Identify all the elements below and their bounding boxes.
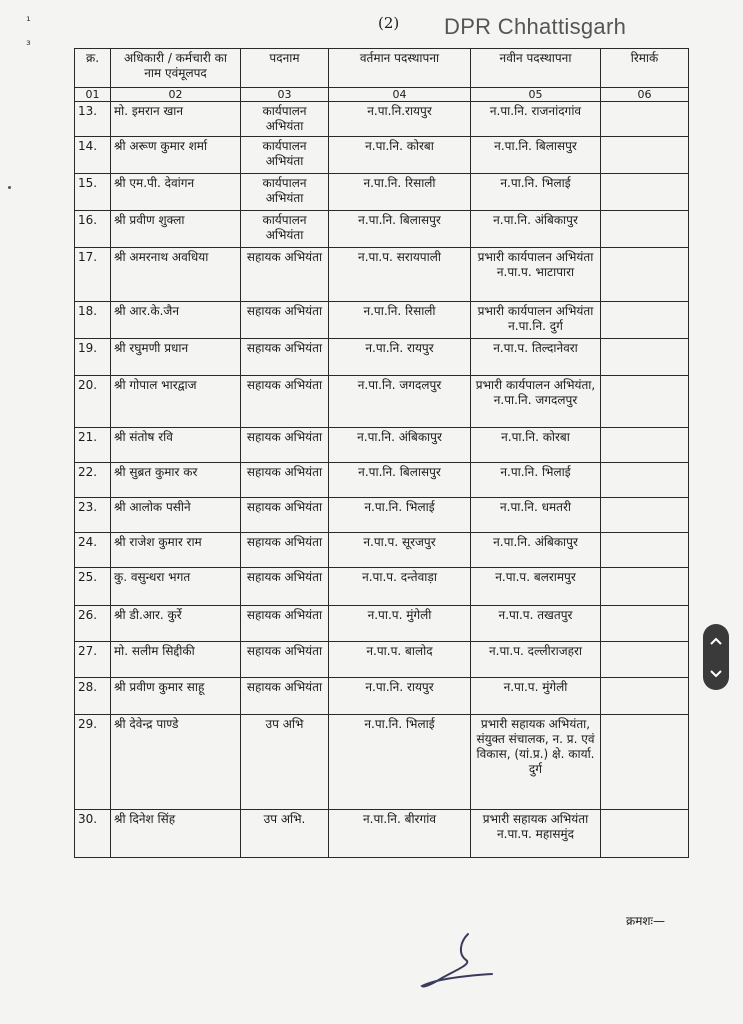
table-row — [75, 533, 689, 568]
remark — [601, 498, 689, 533]
table-row — [75, 102, 689, 137]
column-number: 05 — [471, 88, 601, 102]
new-posting: न.पा.प. मुंगेली — [471, 678, 601, 715]
header-row — [75, 49, 689, 88]
table-row — [75, 137, 689, 174]
current-posting: न.पा.नि. भिलाई — [329, 498, 471, 533]
chevron-down-icon[interactable] — [709, 669, 723, 679]
serial-number: 25. — [75, 568, 111, 606]
table-row — [75, 642, 689, 678]
employee-name: श्री संतोष रवि — [111, 428, 241, 463]
serial-number: 14. — [75, 137, 111, 174]
employee-name: श्री राजेश कुमार राम — [111, 533, 241, 568]
remark — [601, 339, 689, 376]
designation: सहायक अभियंता — [241, 376, 329, 428]
serial-number: 30. — [75, 810, 111, 858]
remark — [601, 211, 689, 248]
serial-number: 28. — [75, 678, 111, 715]
employee-name: श्री गोपाल भारद्वाज — [111, 376, 241, 428]
employee-name: श्री देवेन्द्र पाण्डे — [111, 715, 241, 810]
new-posting: न.पा.नि. अंबिकापुर — [471, 211, 601, 248]
current-posting: न.पा.नि. रिसाली — [329, 174, 471, 211]
designation: कार्यपालन अभियंता — [241, 137, 329, 174]
designation: उप अभि. — [241, 810, 329, 858]
employee-name: श्री रघुमणी प्रधान — [111, 339, 241, 376]
margin-mark: ³ — [26, 38, 31, 52]
table-row — [75, 568, 689, 606]
serial-number: 16. — [75, 211, 111, 248]
new-posting: न.पा.प. बलरामपुर — [471, 568, 601, 606]
serial-number: 22. — [75, 463, 111, 498]
header-cell: वर्तमान पदस्थापना — [329, 49, 471, 88]
transfer-table — [74, 48, 689, 858]
employee-name: श्री डी.आर. कुर्रे — [111, 606, 241, 642]
designation: सहायक अभियंता — [241, 498, 329, 533]
remark — [601, 463, 689, 498]
remark — [601, 376, 689, 428]
serial-number: 19. — [75, 339, 111, 376]
current-posting: न.पा.प. सरायपाली — [329, 248, 471, 302]
serial-number: 13. — [75, 102, 111, 137]
watermark: DPR Chhattisgarh — [444, 14, 627, 39]
employee-name: मो. सलीम सिद्दीकी — [111, 642, 241, 678]
serial-number: 21. — [75, 428, 111, 463]
table-row — [75, 302, 689, 339]
current-posting: न.पा.नि. बिलासपुर — [329, 211, 471, 248]
designation: कार्यपालन अभियंता — [241, 102, 329, 137]
serial-number: 15. — [75, 174, 111, 211]
table-row — [75, 428, 689, 463]
new-posting: न.पा.नि. बिलासपुर — [471, 137, 601, 174]
employee-name: श्री अरूण कुमार शर्मा — [111, 137, 241, 174]
new-posting: प्रभारी सहायक अभियंता, संयुक्त संचालक, न. प्र. एवं विकास, (यां.प्र.) क्षे. कार्या. दुर्ग — [471, 715, 601, 810]
current-posting: न.पा.नि. जगदलपुर — [329, 376, 471, 428]
new-posting: प्रभारी कार्यपालन अभियंता न.पा.नि. दुर्ग — [471, 302, 601, 339]
current-posting: न.पा.नि. भिलाई — [329, 715, 471, 810]
designation: कार्यपालन अभियंता — [241, 174, 329, 211]
new-posting: न.पा.नि. अंबिकापुर — [471, 533, 601, 568]
designation: सहायक अभियंता — [241, 428, 329, 463]
table-row — [75, 678, 689, 715]
remark — [601, 174, 689, 211]
designation: कार्यपालन अभियंता — [241, 211, 329, 248]
new-posting: न.पा.प. तखतपुर — [471, 606, 601, 642]
serial-number: 26. — [75, 606, 111, 642]
new-posting: न.पा.नि. राजनांदगांव — [471, 102, 601, 137]
table-row — [75, 606, 689, 642]
designation: सहायक अभियंता — [241, 248, 329, 302]
remark — [601, 302, 689, 339]
current-posting: न.पा.नि. कोरबा — [329, 137, 471, 174]
designation: सहायक अभियंता — [241, 302, 329, 339]
employee-name: श्री दिनेश सिंह — [111, 810, 241, 858]
remark — [601, 428, 689, 463]
table-row — [75, 248, 689, 302]
page-number: (2) — [378, 14, 400, 32]
employee-name: श्री आर.के.जैन — [111, 302, 241, 339]
designation: सहायक अभियंता — [241, 606, 329, 642]
current-posting: न.पा.नि. रिसाली — [329, 302, 471, 339]
serial-number: 18. — [75, 302, 111, 339]
table-row — [75, 174, 689, 211]
remark — [601, 715, 689, 810]
serial-number: 23. — [75, 498, 111, 533]
new-posting: प्रभारी कार्यपालन अभियंता, न.पा.नि. जगदलपुर — [471, 376, 601, 428]
new-posting: न.पा.नि. धमतरी — [471, 498, 601, 533]
designation: सहायक अभियंता — [241, 568, 329, 606]
current-posting: न.पा.नि. बिलासपुर — [329, 463, 471, 498]
designation: सहायक अभियंता — [241, 642, 329, 678]
employee-name: श्री सुब्रत कुमार कर — [111, 463, 241, 498]
employee-name: श्री प्रवीण शुक्ला — [111, 211, 241, 248]
remark — [601, 810, 689, 858]
current-posting: न.पा.नि. अंबिकापुर — [329, 428, 471, 463]
serial-number: 24. — [75, 533, 111, 568]
new-posting: न.पा.प. तिल्दानेवरा — [471, 339, 601, 376]
remark — [601, 678, 689, 715]
table-row — [75, 376, 689, 428]
employee-name: श्री अमरनाथ अवधिया — [111, 248, 241, 302]
table-row — [75, 498, 689, 533]
remark — [601, 606, 689, 642]
designation: सहायक अभियंता — [241, 678, 329, 715]
current-posting: न.पा.प. बालोद — [329, 642, 471, 678]
column-number-row — [75, 88, 689, 102]
employee-name: कु. वसुन्धरा भगत — [111, 568, 241, 606]
new-posting: न.पा.नि. भिलाई — [471, 463, 601, 498]
speck — [8, 186, 11, 189]
current-posting: न.पा.नि. रायपुर — [329, 339, 471, 376]
column-number: 01 — [75, 88, 111, 102]
serial-number: 29. — [75, 715, 111, 810]
column-number: 03 — [241, 88, 329, 102]
remark — [601, 102, 689, 137]
table-row — [75, 715, 689, 810]
header-cell: अधिकारी / कर्मचारी का नाम एवंमूलपद — [111, 49, 241, 88]
serial-number: 17. — [75, 248, 111, 302]
continued-label: क्रमशः— — [626, 914, 665, 928]
table-row — [75, 339, 689, 376]
header-cell: पदनाम — [241, 49, 329, 88]
current-posting: न.पा.नि. बीरगांव — [329, 810, 471, 858]
serial-number: 27. — [75, 642, 111, 678]
employee-name: श्री एम.पी. देवांगन — [111, 174, 241, 211]
table-row — [75, 211, 689, 248]
new-posting: न.पा.नि. कोरबा — [471, 428, 601, 463]
table-row — [75, 463, 689, 498]
header-cell: क्र. — [75, 49, 111, 88]
remark — [601, 642, 689, 678]
current-posting: न.पा.नि. रायपुर — [329, 678, 471, 715]
chevron-up-icon[interactable] — [709, 636, 723, 646]
remark — [601, 137, 689, 174]
current-posting: न.पा.प. सूरजपुर — [329, 533, 471, 568]
remark — [601, 248, 689, 302]
designation: सहायक अभियंता — [241, 533, 329, 568]
remark — [601, 568, 689, 606]
table-row — [75, 810, 689, 858]
employee-name: मो. इमरान खान — [111, 102, 241, 137]
designation: सहायक अभियंता — [241, 463, 329, 498]
serial-number: 20. — [75, 376, 111, 428]
new-posting: न.पा.नि. भिलाई — [471, 174, 601, 211]
employee-name: श्री प्रवीण कुमार साहू — [111, 678, 241, 715]
designation: उप अभि — [241, 715, 329, 810]
column-number: 06 — [601, 88, 689, 102]
current-posting: न.पा.प. दन्तेवाड़ा — [329, 568, 471, 606]
column-number: 02 — [111, 88, 241, 102]
signature-icon — [420, 928, 500, 990]
designation: सहायक अभियंता — [241, 339, 329, 376]
new-posting: प्रभारी कार्यपालन अभियंता न.पा.प. भाटापारा — [471, 248, 601, 302]
scroll-controls[interactable] — [703, 624, 729, 690]
current-posting: न.पा.प. मुंगेली — [329, 606, 471, 642]
header-cell: नवीन पदस्थापना — [471, 49, 601, 88]
current-posting: न.पा.नि.रायपुर — [329, 102, 471, 137]
new-posting: प्रभारी सहायक अभियंता न.पा.प. महासमुंद — [471, 810, 601, 858]
employee-name: श्री आलोक पसीने — [111, 498, 241, 533]
header-cell: रिमार्क — [601, 49, 689, 88]
new-posting: न.पा.प. दल्लीराजहरा — [471, 642, 601, 678]
remark — [601, 533, 689, 568]
margin-mark: ¹ — [26, 14, 31, 28]
column-number: 04 — [329, 88, 471, 102]
